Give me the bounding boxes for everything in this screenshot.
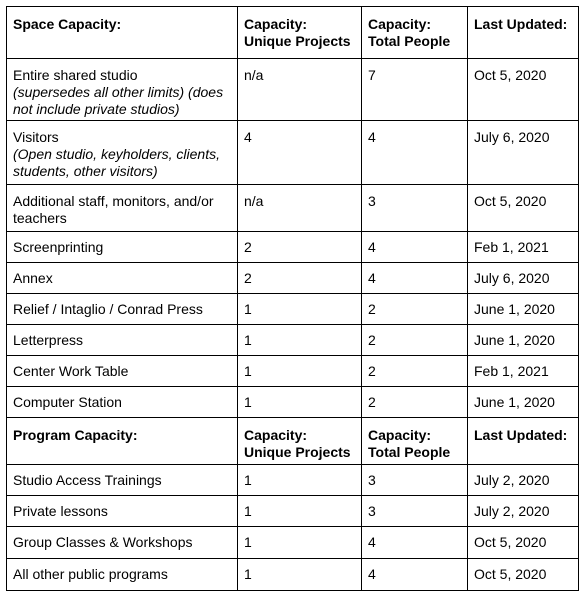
unique-projects-value: 1 [238, 294, 362, 325]
program-capacity-header-row [7, 418, 579, 465]
last-updated-value: Oct 5, 2020 [468, 527, 579, 559]
unique-projects-value: 4 [238, 121, 362, 185]
row-label: Center Work Table [7, 356, 238, 387]
total-people-value: 2 [362, 356, 468, 387]
unique-projects-value: 2 [238, 232, 362, 263]
row-label: Group Classes & Workshops [7, 527, 238, 559]
total-people-value: 4 [362, 527, 468, 559]
unique-projects-value: 2 [238, 263, 362, 294]
unique-projects-value: 1 [238, 559, 362, 591]
table-row [7, 232, 579, 263]
last-updated-value: June 1, 2020 [468, 387, 579, 418]
total-people-value: 4 [362, 232, 468, 263]
table-row [7, 325, 579, 356]
row-note: (Open studio, keyholders, clients, students, other visitors) [13, 146, 220, 179]
table-row [7, 121, 579, 185]
unique-projects-value: 1 [238, 527, 362, 559]
table-row [7, 356, 579, 387]
last-updated-value: Oct 5, 2020 [468, 185, 579, 232]
total-people-value: 2 [362, 325, 468, 356]
row-label: All other public programs [7, 559, 238, 591]
total-people-value: 4 [362, 559, 468, 591]
unique-projects-value: n/a [238, 185, 362, 232]
row-label: Studio Access Trainings [7, 465, 238, 496]
row-label: Screenprinting [7, 232, 238, 263]
last-updated-value: Oct 5, 2020 [468, 59, 579, 121]
program-capacity-heading: Program Capacity: [7, 418, 238, 465]
unique-projects-value: 1 [238, 387, 362, 418]
table-row [7, 559, 579, 591]
table-row [7, 185, 579, 232]
row-label: Additional staff, monitors, and/or teachers [7, 185, 238, 232]
row-label: Visitors [13, 129, 59, 145]
table-row [7, 387, 579, 418]
total-people-value: 7 [362, 59, 468, 121]
total-people-value: 3 [362, 185, 468, 232]
space-capacity-heading: Space Capacity: [7, 7, 238, 59]
last-updated-value: July 2, 2020 [468, 465, 579, 496]
total-people-heading: Capacity: Total People [362, 7, 468, 59]
total-people-value: 2 [362, 294, 468, 325]
space-capacity-header-row [7, 7, 579, 59]
last-updated-heading: Last Updated: [468, 418, 579, 465]
last-updated-value: July 6, 2020 [468, 263, 579, 294]
last-updated-value: Feb 1, 2021 [468, 232, 579, 263]
last-updated-heading: Last Updated: [468, 7, 579, 59]
last-updated-value: Oct 5, 2020 [468, 559, 579, 591]
row-label-cell [7, 59, 238, 121]
unique-projects-heading: Capacity: Unique Projects [238, 418, 362, 465]
row-label-cell [7, 121, 238, 185]
unique-projects-value: 1 [238, 325, 362, 356]
total-people-value: 3 [362, 496, 468, 527]
table-row [7, 263, 579, 294]
row-label: Entire shared studio [13, 67, 138, 83]
unique-projects-value: 1 [238, 356, 362, 387]
last-updated-value: July 2, 2020 [468, 496, 579, 527]
total-people-value: 4 [362, 121, 468, 185]
last-updated-value: July 6, 2020 [468, 121, 579, 185]
capacity-table [6, 6, 579, 591]
table-row [7, 294, 579, 325]
row-label: Computer Station [7, 387, 238, 418]
table-row [7, 496, 579, 527]
total-people-value: 3 [362, 465, 468, 496]
last-updated-value: June 1, 2020 [468, 294, 579, 325]
row-label: Private lessons [7, 496, 238, 527]
unique-projects-heading: Capacity: Unique Projects [238, 7, 362, 59]
table-row [7, 465, 579, 496]
table-row [7, 527, 579, 559]
unique-projects-value: 1 [238, 465, 362, 496]
total-people-value: 2 [362, 387, 468, 418]
unique-projects-value: n/a [238, 59, 362, 121]
table-row [7, 59, 579, 121]
row-label: Letterpress [7, 325, 238, 356]
unique-projects-value: 1 [238, 496, 362, 527]
row-note: (supersedes all other limits) (does not include private studios) [13, 84, 224, 117]
total-people-value: 4 [362, 263, 468, 294]
last-updated-value: Feb 1, 2021 [468, 356, 579, 387]
row-label: Relief / Intaglio / Conrad Press [7, 294, 238, 325]
row-label: Annex [7, 263, 238, 294]
last-updated-value: June 1, 2020 [468, 325, 579, 356]
total-people-heading: Capacity: Total People [362, 418, 468, 465]
